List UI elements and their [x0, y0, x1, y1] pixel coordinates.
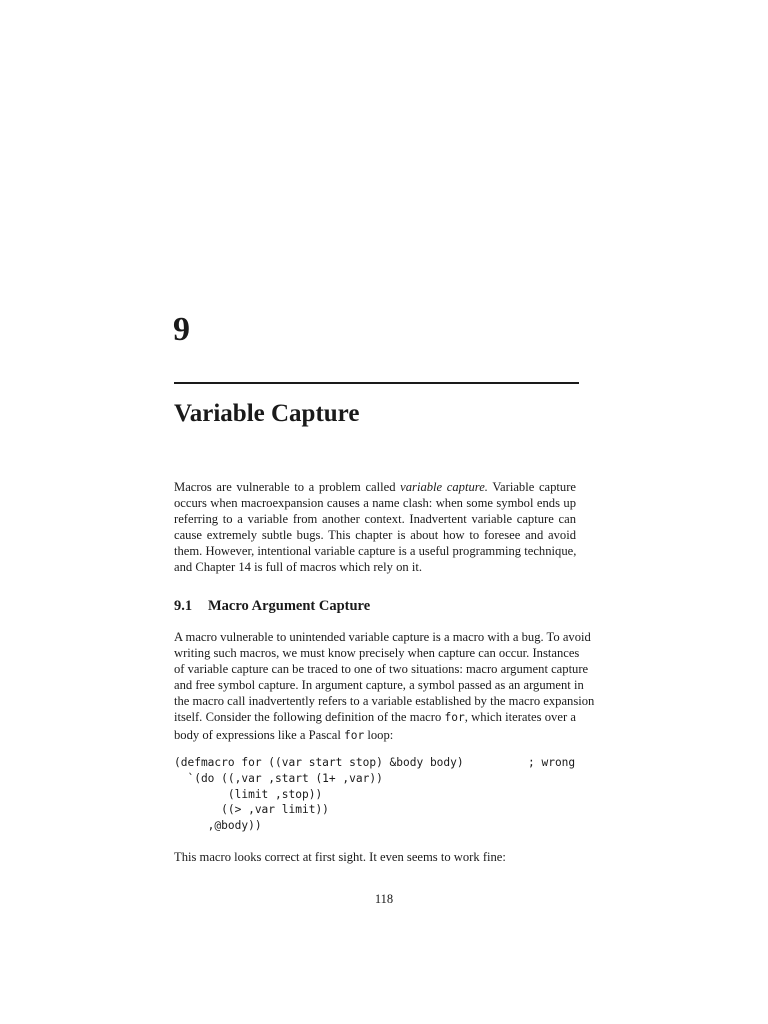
text-line: Macros are vulnerable to a problem called variable capture. Variable capture [174, 480, 576, 494]
section-number: 9.1 [174, 598, 193, 614]
text-line: of variable capture can be traced to one of two situations: macro argument capture [174, 662, 589, 677]
text-line: them. However, intentional variable capture is a useful programming technique, [174, 544, 577, 559]
text-line: A macro vulnerable to unintended variable capture is a macro with a bug. To avoid [174, 630, 591, 644]
code-block: (defmacro for ((var start stop) &body body) `(do ((,var ,start (1+ ,var)) (limit ,stop)) ((> ,var limit)) ,@body)) [174, 756, 464, 833]
chapter-title: Variable Capture [174, 400, 360, 427]
text-line: This macro looks correct at first sight. It even seems to work fine: [174, 850, 506, 864]
text-line: itself. Consider the following definition of the macro for, which iterates over a [174, 710, 576, 725]
section-heading [174, 596, 370, 616]
intro-paragraph [174, 479, 576, 576]
text-line: occurs when macroexpansion causes a name clash: when some symbol ends up [174, 496, 576, 511]
inline-code: for [343, 728, 365, 742]
page-number: 118 [374, 892, 394, 906]
text-line: writing such macros, we must know precisely when capture can occur. Instances [174, 646, 580, 661]
term-variable-capture: variable capture. [400, 480, 488, 494]
chapter-rule [174, 382, 579, 384]
text-line: referring to a variable from another context. Inadvertent variable capture can [174, 512, 576, 527]
text-line: the macro call inadvertently refers to a variable established by the macro expansion [174, 694, 595, 709]
code-comment: ; wrong [528, 756, 576, 769]
chapter-number: 9 [173, 311, 190, 348]
section-title: Macro Argument Capture [208, 598, 371, 614]
inline-code: for [444, 711, 465, 725]
body-paragraph [174, 629, 595, 744]
closing-paragraph [174, 849, 576, 865]
text-line: and Chapter 14 is full of macros which rely on it. [174, 560, 422, 575]
text-line: cause extremely subtle bugs. This chapter is about how to foresee and avoid [174, 528, 576, 543]
text-line: body of expressions like a Pascal for loop: [174, 727, 394, 742]
text-line: and free symbol capture. In argument capture, a symbol passed as an argument in [174, 678, 584, 693]
